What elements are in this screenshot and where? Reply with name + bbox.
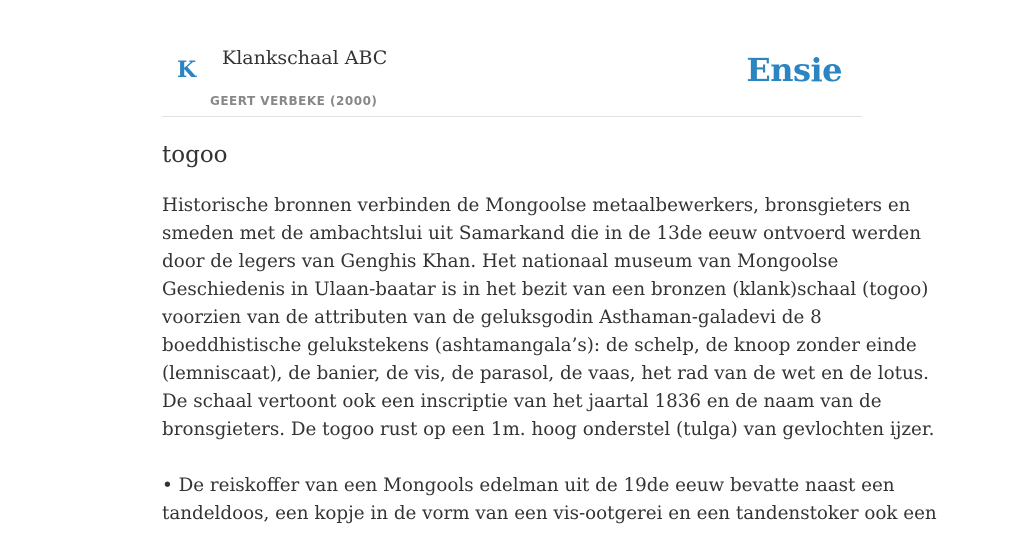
entry-title: togoo <box>162 142 228 168</box>
text-line: bronsgieters. De togoo rust op een 1m. hoog onderstel (tulga) van gevlochten ijzer. <box>162 419 935 440</box>
text-line: Historische bronnen verbinden de Mongoolse metaalbewerkers, bronsgieters en <box>162 195 911 216</box>
text-line: (lemniscaat), de banier, de vis, de parasol, de vaas, het rad van de wet en de lotus. <box>162 363 929 384</box>
text-line: smeden met de ambachtslui uit Samarkand die in de 13de eeuw ontvoerd werden <box>162 223 922 244</box>
book-logo[interactable]: K <box>177 57 197 83</box>
text-line: Geschiedenis in Ulaan-baatar is in het bezit van een bronzen (klank)schaal (togoo) <box>162 279 929 300</box>
entry-body <box>162 192 937 556</box>
text-line: De schaal vertoont ook een inscriptie van het jaartal 1836 en de naam van de <box>162 391 882 412</box>
entry-paragraph-2 <box>162 472 937 528</box>
book-title-link[interactable]: Klankschaal ABC <box>222 47 388 69</box>
text-line: door de legers van Genghis Khan. Het nationaal museum van Mongoolse <box>162 251 839 272</box>
entry-header <box>162 0 862 117</box>
text-line: tandeldoos, een kopje in de vorm van een vis-ootgerei en een tandenstoker ook een <box>162 503 937 524</box>
text-line: voorzien van de attributen van de geluksgodin Asthaman-galadevi de 8 <box>162 307 822 328</box>
entry-paragraph-1 <box>162 192 935 444</box>
ensie-logo[interactable]: Ensie <box>746 51 842 89</box>
book-author: GEERT VERBEKE (2000) <box>210 94 378 108</box>
text-line: • De reiskoffer van een Mongools edelman uit de 19de eeuw bevatte naast een <box>162 475 895 496</box>
entry-card <box>162 0 937 524</box>
text-line: boeddhistische gelukstekens (ashtamangala’s): de schelp, de knoop zonder einde <box>162 335 917 356</box>
